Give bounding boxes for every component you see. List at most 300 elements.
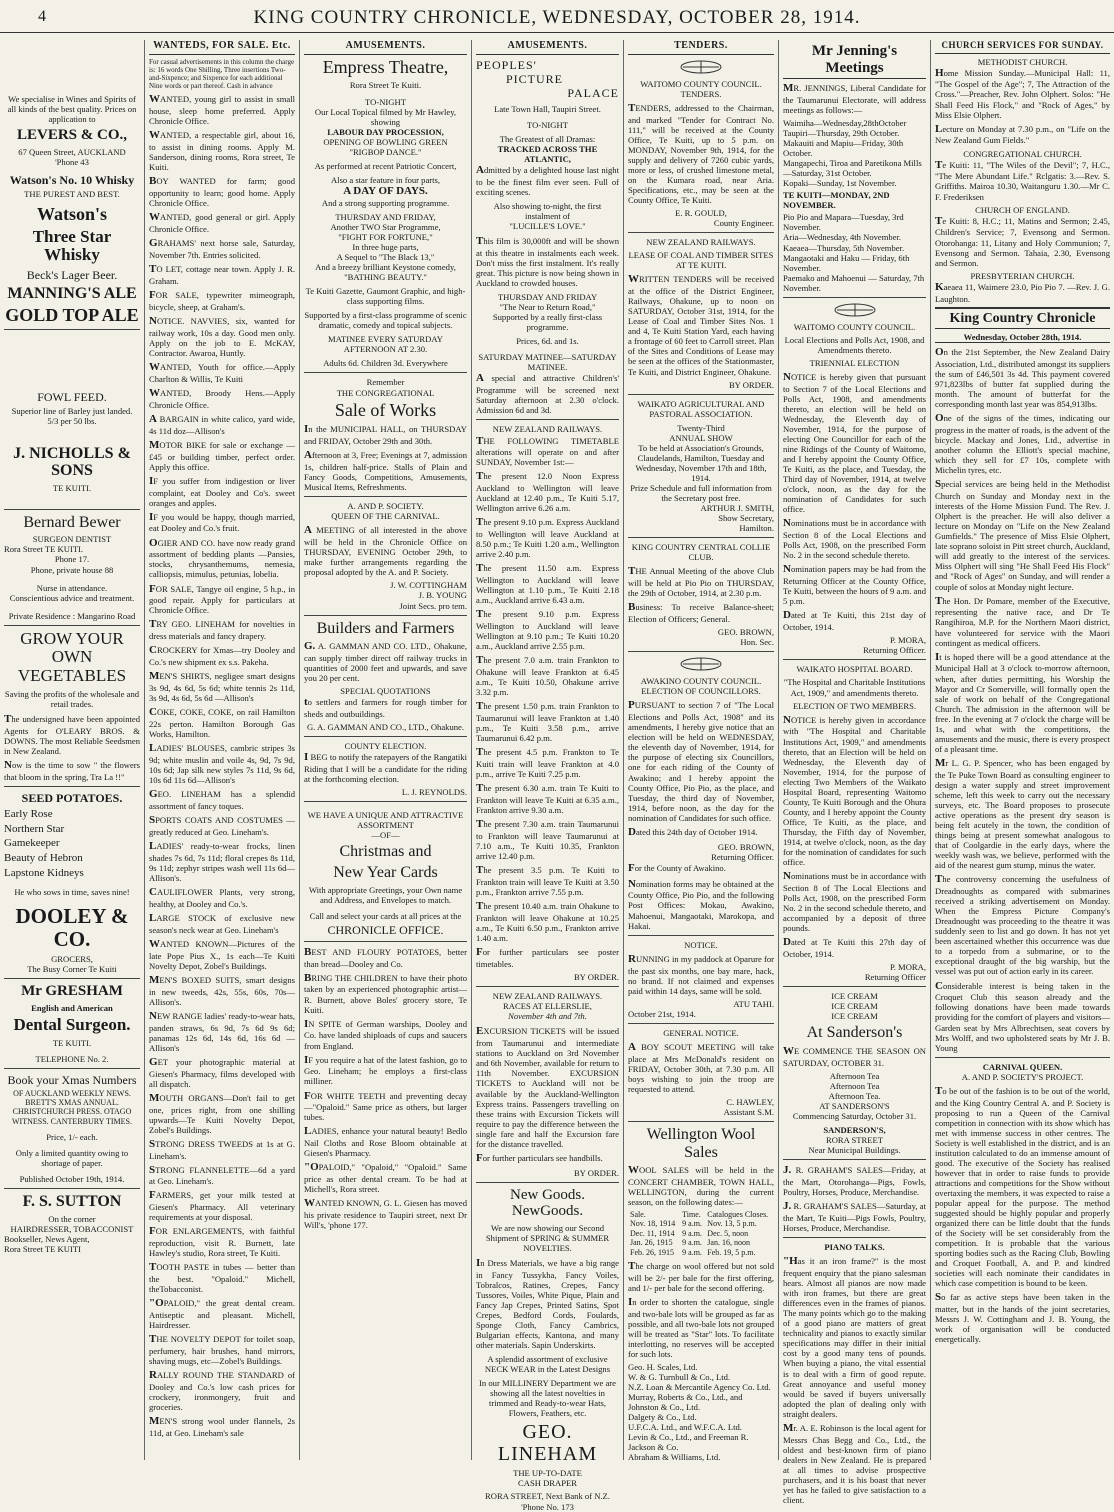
sanderson-name: SANDERSON'S, [823, 1125, 886, 1136]
collie-business: Business: To receive Balance-sheet; Election of Officers; General. [628, 601, 774, 625]
chronicle-office: CHRONICLE OFFICE. [327, 922, 444, 937]
lucille-text: This film is 30,000ft and will be shown at this theatre in instalments each week. Don't miss the first instalment. It's really great. This picture is now being shown in Auckland to crowded houses. [476, 235, 619, 289]
triennial: TRIENNIAL ELECTION [809, 357, 900, 368]
matinee: MATINEE EVERY SATURDAY AFTERNOON AT 2.30. [328, 334, 443, 355]
rates-note: For casual advertisements in this column the charge is: 16 words One Shilling, Three insertions Two-and-Sixpence; and Sixpence for each additional Nine words or part thereof. Cash in advance [149, 57, 295, 91]
dooley-name: DOOLEY & CO. [15, 904, 129, 952]
afternoon-tea: Afternoon Tea. [828, 1090, 881, 1101]
smith-title: Show Secretary, [718, 513, 774, 524]
classified-ad: GEO. LINEHAM has a splendid assortment of fancy toques. [149, 788, 295, 812]
jennings-intro: MR. JENNINGS, Liberal Candidate for the Taumarunui Electorate, will address meetings as follows:— [783, 82, 926, 115]
mora: P. MORA, [889, 635, 926, 646]
sutton-name: F. S. SUTTON [22, 1193, 122, 1211]
atu-tahi: ATU TAHI. [733, 998, 774, 1009]
waitomo-council-2: WAITOMO COUNTY COUNCIL. [793, 321, 916, 332]
supporting: And a strong supporting programme. [321, 197, 450, 208]
carnival-text: To be out of the fashion is to be out of the world, and the King Country Central A. and P. Society is proposing to run a Queen of the Carnival competition in connection with its show which has met with immense success in other centres. The Society is well established in the district, and is an institution calculated to do an immense amount of good. The executive of the Society has realised however that in order to raise funds to provide attractions and competitions for the Show without overtaxing the members, it was expected to raise a popular appeal for the purpose. The method suggested should be highly popular and properly organized there can be little doubt that the funds of the Society will be set considerably from the competition. It is probable that the various sporting bodies such as the Racing Club, Bowling and Croquet Football, A. and P. and kindred societies will each nominate their candidates in which case competition is bound to be keen. [935, 1084, 1110, 1289]
editorial-paragraph: It is hoped there will be a good attendance at the Municipal Hall at 3 o'clock to-morrow afternoon, when, after duties permitting, his Worship the Mayor and Cr Somerville, will formally open the sale of work on behalf of the Congregational Church. The admission in the afternoon will be free. In the evening at 7 o'clock the charge will be 1s, and what with the competitions, the amusements and the music, there is every prospect of a pleasant time. [935, 650, 1110, 754]
train-entry: The present 3.5 p.m. Te Kuiti to Frankton train will leave Te Kuiti at 3.50 p.m., Frankton arrive 7.55 p.m. [476, 864, 619, 898]
potato-item: Lapstone Kidneys [4, 867, 84, 880]
waitomo-council: WAITOMO COUNTY COUNCIL. [640, 78, 762, 89]
te-kuiti-meeting: TE KUITI—MONDAY, 2ND NOVEMBER. [783, 190, 890, 211]
timetable-intro: THE FOLLOWING TIMETABLE alterations will operate on and after SUNDAY, November 1st:— [476, 434, 619, 468]
carnival-title: CARNIVAL QUEEN. [982, 1061, 1063, 1072]
table-cell: 9 a.m. [682, 1219, 702, 1229]
meeting-list-2 [783, 212, 926, 292]
xmas-papers: OF AUCKLAND WEEKLY NEWS. BRETT'S XMAS ANNUAL. CHRISTCHURCH PRESS. OTAGO WITNESS. CANTERBURY TIMES. [11, 1088, 132, 1126]
watson3-a: Watson's [36, 203, 108, 224]
polls-act: Local Elections and Polls Act, 1908, and Amendments thereto. [784, 334, 925, 355]
crest-icon [677, 656, 725, 672]
levers-intro: We specialise in Wines and Spirits of all kinds of the best quality. Prices on application to [7, 94, 137, 125]
gresham-town: TE KUITI. [52, 1037, 92, 1048]
prices: Prices, 6d. and 1s. [516, 336, 579, 347]
tracked-text: Admitted by a delighted house last night to be the finest film ever seen. Full of exciting scenes. [476, 164, 619, 197]
train-entry: The present 10.40 a.m. train Ohakune to Frankton will leave Ohakune at 10.25 a.m., Te Kuiti 6.50 p.m., Frankton arrive 1.40 a.m. [476, 900, 619, 944]
sutton-street: Rora Street TE KUITI [4, 1244, 81, 1255]
classified-ad: IF you would be happy, though married, eat Dooley and Co.'s fruit. [149, 510, 295, 534]
classified-ad: "OPALOID," "Opaloid," "Opaloid." Same price as other dental cream. To be had at Michell's, Rora street. [304, 1161, 467, 1195]
potato-item: Early Rose [4, 807, 53, 820]
classified-ad: COKE, COKE, COKE, on rail Hamilton 22s perton. Hamilton Borough Gas Works, Hamilton. [149, 706, 295, 740]
classified-ad: FOR SALE, Tangye oil engine, 5 h.p., in good repair. Apply for particulars at Chronicle Office. [149, 582, 295, 616]
brown-returning: Returning Officer. [711, 851, 774, 862]
thu-fri-2: THURSDAY AND FRIDAY [497, 292, 598, 303]
wool-table [628, 1210, 774, 1257]
classified-ad: LARGE STOCK of exclusive new season's neck wear at Geo. Lineham's [149, 911, 295, 935]
races-dates: November 4th and 7th. [508, 1011, 587, 1022]
rigbop: "RIGBOP DANCE." [349, 146, 422, 157]
sanderson-street: RORA STREET [825, 1135, 884, 1146]
graham-friday: J. R. GRAHAM'S SALES—Friday, at the Mart, Otorohanga—Pigs, Fowls, Poultry, Horses, Produce, Merchandise. [783, 1164, 926, 1198]
table-cell: Feb. 26, 1915 [630, 1247, 674, 1257]
gamman-sig: G. A. GAMMAN AND CO., LTD., Ohakune. [307, 722, 464, 733]
classified-ad: WANTED, young girl to assist in small house, sleep home preferred. Apply Chronicle Office. [149, 93, 295, 127]
classified-ad: WANTED, Youth for office.—Apply Charlton & Willis, Te Kuiti [149, 360, 295, 384]
bathing-beauty: "BATHING BEAUTY." [344, 272, 427, 283]
masthead [0, 2, 1114, 33]
broker: U.F.C.A. Ltd., and W.F.C.A. Ltd. [628, 1422, 742, 1433]
hospital-act: "The Hospital and Charitable Institutions Act, 1909," and amendments thereto. [783, 677, 926, 698]
church-header: CHURCH SERVICES FOR SUNDAY. [935, 40, 1110, 54]
grow-sow: Now is the time to sow " the flowers that bloom in the spring, Tra La !!" [4, 758, 140, 782]
lucille: "LUCILLE'S LOVE." [509, 221, 586, 232]
brown-2: GEO. BROWN, [717, 841, 774, 852]
xmas-assortment: WE HAVE A UNIQUE AND ATTRACTIVE ASSORTMENT [307, 810, 464, 831]
sutton-corner: On the corner [48, 1213, 96, 1224]
piano-talks: PIANO TALKS. [824, 1242, 885, 1253]
lease-title: LEASE OF COAL AND TIMBER SITES AT TE KUITI. [628, 250, 774, 271]
mora-title-2: Returning Officer [864, 972, 926, 983]
triennial-nominations: Nominations must be in accordance with Section 8 of the Local Elections and Polls Act, 1908, on the prescribed Form No. 2 in the second schedule thereto. [783, 517, 926, 561]
awakino-election: ELECTION OF COUNCILLORS. [641, 686, 761, 697]
classified-ad: FARMERS, get your milk tested at Giesen's Pharmacy. All veterinary requirements at your disposal. [149, 1189, 295, 1223]
palace: PALACE [567, 85, 619, 100]
meeting-item: Mangapechi, Tiroa and Paretikona Mills—Saturday, 31st October. [783, 158, 922, 179]
broker: Geo. H. Scales, Ltd. [628, 1361, 698, 1372]
table-header-cell: Sale. [630, 1210, 646, 1220]
presbyterian: PRESBYTERIAN CHURCH. [970, 270, 1075, 281]
prize-schedule: Prize Schedule and full information from the Secretary post free. [630, 483, 772, 504]
piano-text: "Has it an iron frame?" is the most frequent enquiry that the piano salesman hears. Almost all pianos are now made with iron frames, but there are great differences even in the frames of pianos. The many points which go to the making of a good piano are matters of great technicality and pianos to exactly similar specifications may differ in their initial cost by a good many tens of pounds. When buying a piano, the vital essential is to deal with a firm of good repute. Great annoyance and useful money would be saved if buyers universally adopted the plan of dealing only with straight dealers. [783, 1255, 926, 1419]
table-header-row [628, 1210, 774, 1219]
table-cell: Nov. 18, 1914 [630, 1219, 676, 1229]
hawley-title: Assistant S.M. [723, 1106, 774, 1117]
patriotic: As performed at recent Patriotic Concert, [314, 160, 457, 171]
sanderson-title: At Sanderson's [806, 1024, 903, 1042]
triennial-dated: Dated at Te Kuiti, this 21st day of October, 1914. [783, 609, 926, 633]
tenders-header: TENDERS. [628, 40, 774, 55]
watson10-tag: THE PUREST AND BEST. [24, 188, 120, 199]
editorial-paragraph: The Hon. Dr Pomare, member of the Executive, representing the native race, and Dr Te Rangihiroa, M.P. for the Northern Maori district, have volunteered for service with the Maori contingent as medical officers. [935, 594, 1110, 648]
carnival-project: A. AND P. SOCIETY'S PROJECT. [961, 1071, 1084, 1082]
ice-cream: ICE CREAM [831, 1001, 878, 1012]
mannings: MANNING'S ALE [7, 285, 137, 303]
dress-materials: In Dress Materials, we have a big range in Fancy Tussykha, Fancy Voiles, Tobralcos, Ratines, Crepes, Fancy Tussores, Voiles, White Pique, Plain and Fancy Jap Crepes, Printed Satins, Spot Crepes, Bedford Cords, Foulards, Sponge Cloth, Fancy Cambrics, Bulgarian effects, Kantona, and many other materials. Sapin Underskirts. [476, 1256, 619, 1351]
table-header-cell: Time. [682, 1210, 701, 1220]
xmas-greetings: With appropriate Greetings, your Own name and Address, and Envelopes to match. [308, 884, 463, 905]
classified-ad: LADIES' BLOUSES, cambric stripes 3s 9d; white muslin and voile 4s, 9d, 7s 9d, 10s 6d; Jap silk new styles 7s 11d, 9s 6d, 10s 6d 11s 6d—Allison's [149, 742, 295, 786]
classified-ad: LADIES, enhance your natural beauty! Bedlo Nail Cloths and Rose Bloom obtainable at Giesen's Pharmacy. [304, 1125, 467, 1159]
table-row [628, 1238, 774, 1247]
day-of-days: A DAY OF DAYS. [343, 184, 428, 197]
builders-title: Builders and Farmers [316, 619, 455, 637]
meeting-item: Aria—Wednesday, 4th November. [783, 232, 902, 243]
star-feature: Also a star feature in four parts, [330, 174, 441, 185]
ice-cream: ICE CREAM [831, 1011, 878, 1022]
empress-street: Rora Street Te Kuiti. [349, 80, 422, 91]
another: Another TWO Star Programme, [330, 221, 441, 232]
classified-ad: TO LET, cottage near town. Apply J. R. Graham. [149, 263, 295, 287]
classified-ad: LADIES' ready-to-wear frocks, linen shades 7s 6d, 7s 11d; floral crepes 8s 11d, 9s 11d; zephyr stripes wash well 11s 6d—Allison's. [149, 839, 295, 883]
levers-name: LEVERS & CO., [16, 127, 128, 144]
potato-item: Northern Star [4, 822, 65, 835]
awakino-dated: Dated this 24th day of October 1914. [628, 825, 758, 838]
classified-ad: NEW RANGE ladies' ready-to-wear hats, panden straws, 6s 9d, 7s 6d 9s 6d; panamas 12s 6d, 14s 6d, 16s 6d —Allison's [149, 1009, 295, 1053]
classified-ad: GET your photographic material at Giesen's Pharmacy, films developed with all dispatch. [149, 1055, 295, 1089]
england-text: Te Kuiti: 8, H.C.; 11, Matins and Sermon; 2.45, Children's Service; 7, Evensong and Sermon. Otorohanga: 11, Litany and Holy Communion; 7, Evensong and Sermon. Tahaia, 2.30, Evensong and Sermon. [935, 214, 1110, 268]
editorial-paragraph: On the 21st September, the New Zealand Dairy Association, Ltd., distributed amongst its suppliers the sum of £46,501 3s 4d. This payment covered 971,823lbs of butter fat supplied during the month. The amount of butterfat for the corresponding month last year was 854,913lbs. [935, 346, 1110, 410]
lineham-address: RORA STREET, Next Bank of N.Z. 'Phone No. 173 [485, 1491, 610, 1512]
broker: Levin & Co., Ltd., and Freeman R. Jackson & Co. [628, 1432, 749, 1453]
classified-ad: IF you require a hat of the latest fashion, go to Geo. Lineham; he employs a first-class milliner. [304, 1053, 467, 1087]
masthead-title: KING COUNTRY CHRONICLE, WEDNESDAY, OCTOBER 28, 1914. [253, 7, 861, 28]
brown: GEO. BROWN, [717, 627, 774, 638]
wool-charge: The charge on wool offered but not sold will be 2/- per bale for the first offering, and 1/- per bale for the second offering. [628, 1259, 774, 1293]
signatory: Joint Secs. pro tem. [399, 600, 467, 611]
bewer-advice: Conscientious advice and treatment. [9, 592, 135, 603]
empress-title: Empress Theatre, [322, 56, 449, 77]
tenders-text: TENDERS, addressed to the Chairman, and marked "Tender for Contract No. 111," will be received at the County Office, Te Kuiti, up to 5 p.m. on MONDAY, November 9th, 1914, for the supply and delivery of 7260 cubic yards, more or less, of crushed limestone metal, on the Kumara road, near Aria. Specifications, etc., may be seen at the County Office, Te Kuiti. [628, 101, 774, 206]
amusements-header: AMUSEMENTS. [304, 40, 467, 55]
nicholls: J. NICHOLLS & SONS [13, 444, 131, 480]
column-6 [779, 40, 931, 1505]
twenty-third: Twenty-Third [677, 422, 725, 433]
new-goods-shipment: We are now showing our Second Shipment of SPRING & SUMMER NOVELTIES. [485, 1222, 610, 1253]
afternoon-tea: Afternoon Tea [829, 1080, 880, 1091]
general-notice: GENERAL NOTICE. [663, 1027, 739, 1038]
dooley-corner: The Busy Corner Te Kuiti [27, 964, 117, 975]
train-entry: The present 7.30 a.m. train Taumarunui to Frankton will leave Taumarunui at 7.10 a.m., Te Kuiti 10.35, Frankton arrive 12.40 p.m. [476, 818, 619, 862]
classified-ad: THE NOVELTY DEPOT for toilet soap, perfumery, hair brushes, hand mirrors, shaving mugs, etc—Zobel's Buildings. [149, 1333, 295, 1367]
column-5 [624, 40, 779, 1463]
commencing: Commencing Saturday, October 31. [792, 1111, 917, 1122]
awakino-text: PURSUANT to section 7 of "The Local Elections and Polls Act, 1908" and its amendments, I hereby give notice that an election will be held on WEDNESDAY, the eleventh day of November, 1914, for the purpose of electing six Councillors, one for each riding of the County of Awakino; and I hereby appoint the County Office, Pio Pio, as the place, and Tuesday, the third day of November, 1914, before noon, as the day for the nomination of Candidates for such office. [628, 699, 774, 823]
sale-of-works: Sale of Works [334, 399, 437, 420]
train-entry: The present 7.0 a.m. train Frankton to Ohakune will leave Frankton at 6.45 a.m., Te Kuiti 10.50, Ohakune arrive 3.32 p.m. [476, 654, 619, 698]
congregational-church: CONGREGATIONAL CHURCH. [963, 148, 1082, 159]
table-cell: Feb. 19, 5 p.m. [707, 1247, 756, 1257]
methodist-text: Home Mission Sunday.—Municipal Hall: 11, "The Gospel of the Age"; 7, The Attraction of the Cross."—Preacher, Rev. John Olphert. Solos: "He Shall Feed His Flock," and "Rock of Ages," by Miss Elsie Olphert. [935, 66, 1110, 120]
carnival-text-2: So far as active steps have been taken in the matter, but in the hands of the joint secretaries, Messrs J. W. Cottingham and J. B. Young, the work of organisation will be conducted energetically. [935, 1291, 1110, 1345]
broker: N.Z. Loan & Mercantile Agency Co. Ltd. [628, 1382, 771, 1393]
at-sanderson: AT SANDERSON'S [819, 1100, 890, 1111]
hospital-board: WAIKATO HOSPITAL BOARD. [796, 664, 913, 675]
classified-ad: STRONG FLANNELETTE—6d a yard at Geo. Lineham's. [149, 1163, 295, 1187]
seed-title: SEED POTATOES. [21, 790, 123, 805]
classified-ad: MEN'S BOXED SUITS, smart designs in new tweeds, 42s, 55s, 60s, 70s—Allison's. [149, 973, 295, 1007]
brown-title: Hon. Sec. [740, 637, 774, 648]
editorial [935, 346, 1110, 1053]
broker: W. & G. Turnbull & Co., Ltd. [628, 1372, 731, 1383]
county-election: COUNTY ELECTION. [344, 741, 427, 752]
fight-fortune: "FIGHT FOR FORTUNE," [338, 231, 433, 242]
classified-ad: WANTED KNOWN—Pictures of the late Pope Pius X., 1s each—Te Kuiti Novelty Depot, Zobel's Buildings. [149, 937, 295, 971]
kcc-date: Wednesday, October 28th, 1914. [935, 332, 1110, 343]
classified-ad: A BARGAIN in white calico, yard wide, 4s 11d doz—Allison's [149, 412, 295, 436]
classified-ad: IF you suffer from indigestion or liver complaint, eat Dooley and Co's. sweet oranges and apples. [149, 474, 295, 508]
signatory: J. W. COTTINGHAM [390, 580, 467, 591]
broker: Dalgety & Co., Ltd. [628, 1412, 697, 1423]
sequel: A Sequel to "The Black 13," [336, 252, 435, 262]
table-cell: Jan. 26, 1915 [630, 1238, 673, 1248]
watson3-b: Three Star Whisky [32, 226, 112, 265]
xmas-of: —OF— [371, 830, 400, 841]
wool-intro: WOOL SALES will be held in the CONCERT CHAMBER, TOWN HALL, WELLINGTON, during the current season, on the following dates:— [628, 1164, 774, 1208]
xmas-price: Price, 1/- each. [46, 1132, 98, 1143]
potato-item: Gamekeeper [4, 837, 60, 850]
column-7 [931, 40, 1114, 1460]
train-entry: The present 1.50 p.m. train Frankton to Taumarunui will leave Frankton at 1.40 p.m., Te Kuiti 3.58 p.m., arrive Taumarunui 6.42 p.m. [476, 700, 619, 744]
editorial-paragraph: Considerable interest is being taken in the Croquet Club this season already and the following donations have been made towards providing for the comfort of players and visitors—Garden seat by Mrs Albrechtsen, seat covers by Mrs Wolff, and two upholstered seats by Mr J. B. Young [935, 979, 1110, 1053]
local-topical: Our Local Topical filmed by Mr Hawley, showing [314, 106, 457, 127]
two-members-notice: NOTICE is hereby given in accordance with "The Hospital and Charitable Institutions Act, 1909," and amendments thereto, that an Election will be held on Wednesday, the Eleventh day of November, 1914, for the purpose of electing Two Members of the Waikato Hospital Board, representing Waitomo County, Te Kuiti Borough and the Ohura County, and I hereby appoint the County Office, Te Kuiti, as the place, and Thursday, the Fifth day of November, 1914, at twelve o'clock, noon, as the day for the nomination of candidates for such office. [783, 713, 926, 868]
meeting-item: Waimiha—Wednesday,28thOctober [783, 117, 907, 128]
xmas-cards-2: New Year Cards [333, 863, 438, 881]
fowl-price: 5/3 per 50 lbs. [47, 416, 97, 427]
table-cell: Dec. 5, noon [707, 1228, 749, 1238]
notice-mare: RUNNING in my paddock at Oparure for the past six months, one bay mare, hack, no brand. If not claimed and expenses paid within 14 days, same will be sold. [628, 952, 774, 996]
lineham-tag: THE UP-TO-DATE [513, 1468, 582, 1479]
annual-details: To be held at Association's Grounds, Claudelands, Hamilton, Tuesday and Wednesday, November 17th and 18th, 1914. [635, 442, 767, 483]
sat-matinee-text: A special and attractive Children's' Programme will be screened next Saturday afternoon at 2.30 o'clock. Admission 6d and 3d. [476, 372, 619, 416]
gresham-line: English and American [31, 1002, 113, 1013]
classified-ad: CAULIFLOWER Plants, very strong, healthy, at Dooley and Co.'s. [149, 885, 295, 909]
broker: Murray, Roberts & Co., Ltd., and Johnston & Co., Ltd. [628, 1392, 743, 1413]
column-4 [472, 40, 624, 1512]
xmas-limited: Only a limited quantity owing to shortage of paper. [15, 1148, 129, 1169]
waikato-ap: WAIKATO AGRICULTURAL AND PASTORAL ASSOCIATION. [637, 398, 765, 419]
excursion-handbills: For further particulars see handbills. [476, 1151, 603, 1164]
table-cell: 9 a.m. [682, 1247, 702, 1257]
fowl-line: Superior line of Barley just landed. [11, 406, 133, 417]
crest-icon [677, 59, 725, 75]
classified-ad: WANTED, good general or girl. Apply Chronicle Office. [149, 211, 295, 235]
notice-date: October 21st, 1914. [628, 1008, 696, 1019]
table-row [628, 1229, 774, 1238]
labour-day: LABOUR DAY PROCESSION, [327, 126, 444, 137]
reynolds: L. J. REYNOLDS. [401, 787, 467, 798]
classified-list-2 [304, 946, 467, 1231]
classified-ad: "OPALOID," the great dental cream. Antiseptic and pleasant. Michell, Hairdresser. [149, 1297, 295, 1331]
sale-details: In the MUNICIPAL HALL, on THURSDAY and FRIDAY, October 29th and 30th. [304, 423, 467, 447]
by-order: BY ORDER. [573, 972, 619, 983]
classified-ad: NOTICE. NAVVIES, six, wanted for railway work, 10s a day. Good men only. Apply on the job to E. McKAY, Contractor. Awaroa, Huntly. [149, 314, 295, 358]
two-members: ELECTION OF TWO MEMBERS. [792, 700, 917, 711]
smith-town: Hamilton. [739, 523, 774, 534]
classified-ad: TRY GEO. LINEHAM for novelties in dress materials and fancy drapery. [149, 618, 295, 642]
ice-cream: ICE CREAM [831, 991, 878, 1002]
column-3 [300, 40, 472, 1460]
bewer-phone2: Phone, private house 88 [30, 564, 114, 575]
train-entry: The present 6.30 a.m. train Te Kuiti to Frankton will leave Te Kuiti at 6.35 a.m., Frankton arrive 9.30 a.m. [476, 782, 619, 816]
potato-item: Beauty of Hebron [4, 852, 83, 865]
wool-catalogue: In order to shorten the catalogue, single and two-bale lots will be grouped as far as possible, and all two-bale lots not grouped will be treated as "Star" lots. To facilitate interlotting, no reserves will be accepted for such lots. [628, 1295, 774, 1359]
fortune-parts: In three huge parts, [352, 241, 419, 252]
meeting-item: Kopaki—Sunday, 1st November. [783, 178, 897, 189]
page-number: 4 [38, 8, 46, 25]
methodist: METHODIST CHURCH. [977, 56, 1068, 67]
lineham-tag2: CASH DRAPER [518, 1478, 577, 1489]
tonight-2: TO-NIGHT [527, 119, 568, 130]
gould: E. R. GOULD, [675, 208, 727, 219]
wool-title: Wellington Wool Sales [646, 1125, 756, 1161]
thu-fri: THURSDAY AND FRIDAY, [335, 211, 436, 222]
tracked: TRACKED ACROSS THE ATLANTIC, [497, 143, 598, 164]
editorial-paragraph: The controversy concerning the usefulness of Dreadnoughts as compared with submarines received a striking advertisement on Monday. When the Empress Picture Company's Dreadnought was proceeding to the theatre it was suddenly seen to list and go down. It has not yet been ascertained whether this occurrence was due to a torpedo from a submarine, or to the exceptional draught of the big warship, but the vessel was put out of action early in its career. [935, 873, 1110, 977]
bewer-street: Rora Street TE KUITI. [4, 544, 84, 555]
congregational-text: Te Kuiti: 11, "The Wiles of the Devil"; 7, H.C., "The Mere Abundant Life." Rclgatis: 3.—Rev. S. Griffiths. Mairoa 10.30, Waitanguru 1.30.—Mr C. F. Frederiksen [935, 158, 1110, 202]
table-cell: 9 a.m. [682, 1238, 702, 1248]
admission: Adults 6d. Children 3d. Everywhere [323, 358, 448, 369]
classified-ad: GRAHAMS' next horse sale, Saturday, November 7th. Entries solicited. [149, 237, 295, 261]
annual-show: ANNUAL SHOW [669, 432, 733, 443]
dooley-grocers: GROCERS, [51, 954, 93, 965]
palace-hall: Late Town Hall, Taupiri Street. [494, 103, 601, 114]
notice-title: NOTICE. [684, 939, 718, 950]
broker-list [628, 1362, 774, 1462]
table-row [628, 1219, 774, 1228]
train-entry: The present 9.10 p.m. Express Auckland to Wellington will leave Auckland at 8.50 p.m.; Te Kuiti 1.20 a.m., Wellington arrive 2.40 p.m. [476, 516, 619, 560]
train-entry: The present 4.5 p.m. Frankton to Te Kuiti train will leave Frankton at 4.0 p.m., arrive Te Kuiti 7.25 p.m. [476, 746, 619, 780]
classified-ad: STRONG DRESS TWEEDS at 1s at G. Lineham's. [149, 1137, 295, 1161]
gresham-title: Dental Surgeon. [13, 1014, 131, 1034]
grow-agents: The undersigned have been appointed Agents for O'LEARY BROS. & DOWNS. The most Reliable Seedsmen in New Zealand. [4, 712, 140, 756]
classified-ad: MOUTH ORGANS—Don't fail to get one, prices right, from one shilling upwards—Te Kuiti Novelty Depot, Zobel's Buildings. [149, 1091, 295, 1135]
xmas-cards-1: Christmas and [339, 843, 432, 861]
bewer-residence: Private Residence : Mangarino Road [8, 610, 136, 621]
goldtop: GOLD TOP ALE [5, 304, 139, 325]
classified-ad: BEST AND FLOURY POTATOES, better than bread—Dooley and Co. [304, 945, 467, 969]
gould-title: County Engineer. [713, 218, 774, 229]
xmas-title: Book your Xmas Numbers [7, 1072, 137, 1087]
classified-ad: MEN'S SHIRTS, negligee smart designs 3s 9d, 4s 6d, 5s 6d; white tennis 2s 11d, 3s 9d, 4s 6d, 5s 6d —Allison's [149, 670, 295, 704]
column-1 [0, 40, 145, 1460]
piano-agent: Mr. A. E. Robinson is the local agent for Messrs Chas Begg and Co., Ltd., the oldest and best-known firm of piano dealers in New Zealand. He is prepared at all times to advise prospective purchasers, and it is his boast that never yet has he failed to give satisfaction to a client. [783, 1421, 926, 1505]
awakino-council: AWAKINO COUNTY COUNCIL. [640, 676, 762, 687]
column-2 [145, 40, 300, 1460]
mora-title: Returning Officer. [863, 645, 926, 656]
train-entry: The present 12.0 Noon Express Auckland to Wellington will leave Auckland at 12.40 p.m., Te Kuiti 5.17, Wellington arrive 6.26 a.m. [476, 470, 619, 514]
neck-wear: A splendid assortment of exclusive NECK WEAR in the Latest Designs [484, 1354, 611, 1375]
congregational: THE CONGREGATIONAL [336, 387, 435, 398]
grow-title: GROW YOUR OWN VEGETABLES [17, 628, 127, 686]
smith: ARTHUR J. SMITH, [700, 503, 774, 514]
excursion: EXCURSION TICKETS will be issued from Taumarunui and intermediate stations to Auckland on 3rd November and 6th November, available for return to 11th November. EXCURSION TICKETS to Auckland will not be available by the Auckland-Wellington Express trains. Passengers travelling on these trains with Excursion Tickets will require to pay the difference between the single fare and half the Excursion fare for the distance travelled. [476, 1025, 619, 1149]
gresham-phone: TELEPHONE No. 2. [35, 1053, 109, 1064]
meeting-item: Kaeaea—Thursday, 5th November. [783, 242, 905, 253]
bewer-title: SURGEON DENTIST [32, 534, 112, 545]
mora-2: P. MORA, [889, 962, 926, 973]
ap-society: A. AND P. SOCIETY. [347, 501, 424, 512]
afternoon-tea: Afternoon Tea [829, 1070, 880, 1081]
xmas-published: Published October 19th, 1914. [19, 1174, 125, 1185]
special-quotes: SPECIAL QUOTATIONS [340, 686, 431, 697]
meeting-notice: A MEETING of all interested in the above will be held in the Chronicle Office on THURSDAY, EVENING October 29th, to make further arrangements regarding the proposal adopted by the A. and P. Society. [304, 524, 467, 578]
classified-ad: WANTED KNOWN, G. L. Giesen has moved his private residence to Taupiri street, next Dr Will's, 'phone 177. [304, 1197, 467, 1231]
classified-ad: CROCKERY for Xmas—try Dooley and Co.'s new shipment ex s.s. Pakeha. [149, 644, 295, 668]
watson10: Watson's No. 10 Whisky [9, 172, 135, 187]
by-order-3: BY ORDER. [728, 379, 774, 390]
methodist-lecture: Lecture on Monday at 7.30 p.m., on "Life on the New Zealand Gum Fields." [935, 122, 1110, 146]
editorial-paragraph: One of the signs of the times, indicating our progress in the matter of roads, is the advent of the bicycle. Mackay and Jones, Ltd., advertise in another column the Elliott's special machine, which they sell for £7 10s, complete with Michelin tyres, etc. [935, 412, 1110, 476]
two-members-nominations: Nominations must be in accordance with Section 8 of The Local Elections and Polls Act, 1908, on the prescribed Form No. 2 in the second schedule thereto, and accompanied by a deposit of three pounds. [783, 870, 926, 934]
classified-list [149, 93, 295, 1438]
lineham-name: GEO. LINEHAM [497, 1421, 598, 1466]
by-order-2: BY ORDER. [573, 1167, 619, 1178]
meeting-item: Makauiti and Mapiu—Friday, 30th October. [783, 138, 904, 159]
bewer-phone: Phone 17. [54, 554, 90, 565]
classified-ad: SPORTS COATS AND COSTUMES —greatly reduced at Geo. Lineham's. [149, 814, 295, 837]
train-entry: The present 11.50 a.m. Express Wellington to Auckland will leave Wellington at 1.10 p.m., Te Kuiti 2.18 a.m., Auckland arrive 6.43 a.m. [476, 562, 619, 606]
classified-ad: WANTED, Broody Hens.—Apply Chronicle Office. [149, 386, 295, 410]
potato-list [4, 807, 140, 881]
bewer-name: Bernard Bewer [23, 513, 121, 531]
special-text: to settlers and farmers for rough timber for sheds and outbuildings. [304, 696, 467, 720]
season: WE COMMENCE THE SEASON ON SATURDAY, OCTOBER 31. [783, 1044, 926, 1068]
presbyterian-text: Kaeaea 11, Waimere 23.0, Pio Pio 7. —Rev. J. G. Laughton. [935, 280, 1110, 304]
table-cell: 9 a.m. [682, 1228, 702, 1238]
triennial-papers: Nomination papers may be had from the Returning Officer at the County Office, Te Kuiti, between the hours of 9 a.m. and 5 p.m. [783, 563, 926, 607]
classified-ad: FOR SALE, typewriter mimeograph, bicycle, sheep, at Graham's. [149, 289, 295, 312]
near-return: "The Near to Return Road," [499, 302, 596, 313]
county-text: I BEG to notify the ratepayers of the Rangatiki Riding that I will be a candidate for the riding at the forthcoming election. [304, 751, 467, 785]
scout-meeting: A BOY SCOUT MEETING will take place at Mrs McDonald's resident on FRIDAY, October 30th, at 7.30 p.m. All boys wishing to join the troop are requested to attend. [628, 1040, 774, 1094]
table-cell: Nov. 13, 5 p.m. [707, 1219, 757, 1229]
sale-admission: Afternoon at 3, Free; Evenings at 7, admission 1s, children half-price. Stalls of Plain and Fancy Goods, Competitions, Amusements, Musical Items, Refreshments. [304, 449, 467, 493]
awakino-forms: Nomination forms may be obtained at the County Office, Pio Pio, and the following Post Offices: Mokau, Awakino, Mahoenui, Mangaotaki, Marokopa, and Hakai. [628, 877, 774, 931]
jennings-header: Mr Jenning's Meetings [783, 43, 926, 79]
signatory: J. B. YOUNG [418, 590, 467, 601]
millinery: In our MILLINERY Department we are showing all the latest novelties in trimmed and Ready-to-wear Hats, Flowers, Feathers, etc. [479, 1378, 616, 1419]
classified-ad: IN SPITE of German warships, Dooley and Co. have landed shiploads of cups and saucers from England. [304, 1017, 467, 1051]
awakino-county: For the County of Awakino. [628, 861, 726, 874]
sutton-bookseller: Bookseller, News Agent, [4, 1234, 90, 1244]
classified-ad: FOR WHITE TEETH and preventing decay—"Opaloid." Same price as others, but larger tubes. [304, 1089, 467, 1123]
new-goods: New Goods. NewGoods. [510, 1186, 585, 1220]
nz-railways: NEW ZEALAND RAILWAYS. [492, 424, 603, 435]
tenders-title: TENDERS. [680, 88, 722, 99]
